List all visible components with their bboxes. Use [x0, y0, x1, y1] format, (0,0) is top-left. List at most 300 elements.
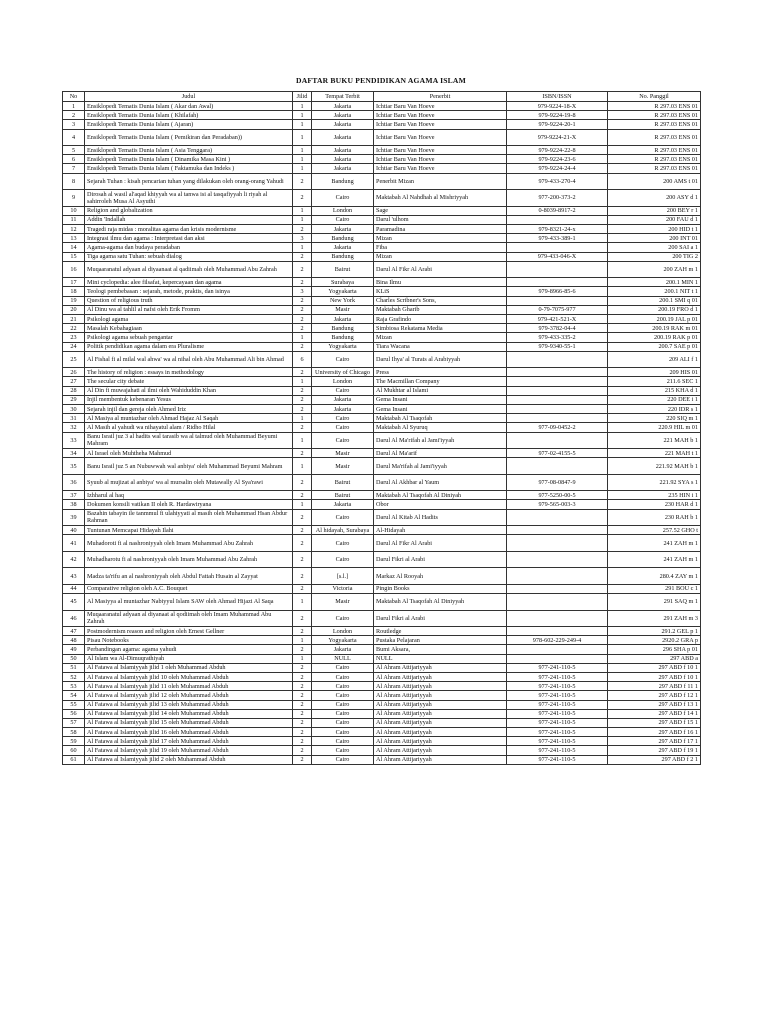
- cell-penerbit: Al Ahram Attijariyyah: [374, 691, 507, 700]
- cell-penerbit: Darul Al Ma'arif: [374, 449, 507, 458]
- cell-no: 54: [63, 691, 85, 700]
- cell-tempat-terbit: Yogyakarta: [312, 287, 374, 296]
- cell-tempat-terbit: University of Chicago: [312, 368, 374, 377]
- table-row: [63, 324, 701, 333]
- cell-no: 25: [63, 351, 85, 368]
- cell-tempat-terbit: New York: [312, 296, 374, 305]
- cell-jilid: 2: [293, 395, 312, 404]
- cell-isbn: [507, 414, 608, 423]
- cell-judul: Comparative religion oleh A.C. Bouquet: [85, 584, 293, 593]
- cell-judul: Tuntunan Memcapai Hidayah Ilahi: [85, 526, 293, 535]
- cell-jilid: 2: [293, 584, 312, 593]
- table-row: [63, 551, 701, 568]
- cell-penerbit: Al Ahram Attijariyyah: [374, 663, 507, 672]
- cell-no-panggil: 221 MAH t 1: [608, 449, 701, 458]
- cell-judul: Dokumen konsili vatikan II oleh R. Hardawiryana: [85, 500, 293, 509]
- cell-penerbit: Darul Fikri al Arabi: [374, 610, 507, 627]
- cell-jilid: 3: [293, 287, 312, 296]
- cell-penerbit: Maktabah Al Syuruq: [374, 423, 507, 432]
- cell-jilid: 1: [293, 111, 312, 120]
- table-row: [63, 261, 701, 278]
- cell-penerbit: Maktabah Gharib: [374, 305, 507, 314]
- cell-jilid: 2: [293, 509, 312, 526]
- cell-jilid: 2: [293, 405, 312, 414]
- cell-judul: Masalah Kebahagiaan: [85, 324, 293, 333]
- cell-isbn: [507, 278, 608, 287]
- table-row: [63, 206, 701, 215]
- cell-judul: Al Fatawa al Islamiyyah jilid 10 oleh Muhammad Abduh: [85, 672, 293, 681]
- table-row: [63, 305, 701, 314]
- cell-jilid: 1: [293, 243, 312, 252]
- cell-isbn: 979-565-003-3: [507, 500, 608, 509]
- cell-judul: Question of religious truth: [85, 296, 293, 305]
- cell-penerbit: The Macmillan Company: [374, 377, 507, 386]
- cell-judul: Addin 'Indallah: [85, 215, 293, 224]
- table-row: [63, 737, 701, 746]
- cell-jilid: 1: [293, 594, 312, 611]
- cell-penerbit: Al Ahram Attijariyyah: [374, 709, 507, 718]
- cell-jilid: 2: [293, 535, 312, 552]
- cell-isbn: 979-9224-22-8: [507, 146, 608, 155]
- cell-no-panggil: 200 INT 01: [608, 234, 701, 243]
- cell-jilid: 2: [293, 474, 312, 491]
- cell-tempat-terbit: Yogyakarta: [312, 636, 374, 645]
- cell-penerbit: Bumi Aksara,: [374, 645, 507, 654]
- cell-judul: Muqaaranatul adyaan al diyanaat al qodiimah oleh Imam Muhammad Abu Zahrah: [85, 610, 293, 627]
- cell-jilid: 1: [293, 333, 312, 342]
- table-row: [63, 120, 701, 129]
- table-row: [63, 746, 701, 755]
- cell-judul: Al Din fi muwajahati al ilmi oleh Wahiduddin Khan: [85, 386, 293, 395]
- table-row: [63, 663, 701, 672]
- cell-judul: Al Fatawa al Islamiyyah jilid 11 oleh Muhammad Abduh: [85, 682, 293, 691]
- cell-jilid: 2: [293, 190, 312, 207]
- cell-tempat-terbit: Jakarta: [312, 102, 374, 111]
- cell-isbn: [507, 458, 608, 475]
- cell-tempat-terbit: Jakarta: [312, 225, 374, 234]
- cell-isbn: 977-08-0847-9: [507, 474, 608, 491]
- cell-jilid: 2: [293, 342, 312, 351]
- cell-no: 11: [63, 215, 85, 224]
- cell-jilid: 2: [293, 324, 312, 333]
- cell-isbn: [507, 535, 608, 552]
- cell-no: 61: [63, 755, 85, 764]
- cell-jilid: 1: [293, 377, 312, 386]
- cell-no-panggil: 221.92 MAH b 1: [608, 458, 701, 475]
- table-row: [63, 682, 701, 691]
- table-row: [63, 377, 701, 386]
- cell-penerbit: Obor: [374, 500, 507, 509]
- cell-tempat-terbit: Jakarta: [312, 111, 374, 120]
- cell-isbn: 979-421-521-X: [507, 315, 608, 324]
- cell-jilid: 2: [293, 305, 312, 314]
- cell-no-panggil: 200.19 FRO d 1: [608, 305, 701, 314]
- cell-judul: Al Fatawa al Islamiyyah jilid 13 oleh Muhammad Abduh: [85, 700, 293, 709]
- cell-no: 40: [63, 526, 85, 535]
- cell-isbn: [507, 627, 608, 636]
- cell-no: 19: [63, 296, 85, 305]
- table-row: [63, 414, 701, 423]
- cell-tempat-terbit: Bandung: [312, 173, 374, 190]
- cell-penerbit: NULL: [374, 654, 507, 663]
- cell-jilid: 2: [293, 368, 312, 377]
- cell-no: 6: [63, 155, 85, 164]
- cell-no-panggil: R 297.03 ENS 01: [608, 120, 701, 129]
- cell-no-panggil: R 297.03 ENS 01: [608, 146, 701, 155]
- cell-judul: Al Fatawa al Islamiyyah jilid 17 oleh Muhammad Abduh: [85, 737, 293, 746]
- table-row: [63, 700, 701, 709]
- cell-penerbit: Bina Ilmu: [374, 278, 507, 287]
- cell-isbn: [507, 594, 608, 611]
- cell-judul: Al Fatawa al Islamiyyah jilid 16 oleh Muhammad Abduh: [85, 728, 293, 737]
- cell-no-panggil: 200.19 RAK m 01: [608, 324, 701, 333]
- table-row: [63, 215, 701, 224]
- cell-jilid: 2: [293, 225, 312, 234]
- cell-isbn: 977-241-110-5: [507, 709, 608, 718]
- cell-no-panggil: 280.4 ZAY m 1: [608, 568, 701, 585]
- cell-tempat-terbit: Jakarta: [312, 164, 374, 173]
- cell-jilid: 2: [293, 627, 312, 636]
- table-row: [63, 584, 701, 593]
- cell-penerbit: KLiS: [374, 287, 507, 296]
- cell-isbn: 977-241-110-5: [507, 700, 608, 709]
- cell-tempat-terbit: Jakarta: [312, 243, 374, 252]
- table-row: [63, 728, 701, 737]
- column-header-isbn: ISBN/ISSN: [507, 92, 608, 102]
- cell-no-panggil: 297 ABD f 11 1: [608, 682, 701, 691]
- cell-no: 12: [63, 225, 85, 234]
- cell-tempat-terbit: Masir: [312, 449, 374, 458]
- table-row: [63, 672, 701, 681]
- cell-no: 45: [63, 594, 85, 611]
- cell-penerbit: Paramadina: [374, 225, 507, 234]
- cell-no-panggil: 297 ABD f 13 1: [608, 700, 701, 709]
- cell-jilid: 2: [293, 449, 312, 458]
- table-row: [63, 252, 701, 261]
- cell-no-panggil: 211.6 SEC 1: [608, 377, 701, 386]
- cell-penerbit: Markaz Al Rooyah: [374, 568, 507, 585]
- cell-penerbit: Press: [374, 368, 507, 377]
- cell-jilid: 1: [293, 129, 312, 146]
- table-row: [63, 296, 701, 305]
- cell-no: 13: [63, 234, 85, 243]
- cell-tempat-terbit: NULL: [312, 654, 374, 663]
- cell-isbn: 979-8966-85-6: [507, 287, 608, 296]
- cell-isbn: [507, 654, 608, 663]
- cell-no-panggil: 297 ABD f 15 1: [608, 718, 701, 727]
- cell-isbn: 977-5250-00-5: [507, 491, 608, 500]
- cell-tempat-terbit: London: [312, 627, 374, 636]
- cell-penerbit: Al Ahram Attijariyyah: [374, 718, 507, 727]
- cell-no-panggil: 200.19 JAL p 01: [608, 315, 701, 324]
- cell-isbn: [507, 584, 608, 593]
- cell-jilid: 2: [293, 672, 312, 681]
- cell-judul: Al Dinu wa al tahlil al nafsi oleh Erik Fromm: [85, 305, 293, 314]
- cell-no: 8: [63, 173, 85, 190]
- cell-penerbit: Pustaka Pelajaran: [374, 636, 507, 645]
- table-row: [63, 129, 701, 146]
- cell-isbn: [507, 509, 608, 526]
- cell-jilid: 6: [293, 351, 312, 368]
- cell-tempat-terbit: Masir: [312, 594, 374, 611]
- cell-no: 46: [63, 610, 85, 627]
- table-row: [63, 645, 701, 654]
- cell-isbn: 979-433-046-X: [507, 252, 608, 261]
- cell-penerbit: Darul Al Akhbar al Yaum: [374, 474, 507, 491]
- cell-jilid: 2: [293, 610, 312, 627]
- cell-judul: Religion and globalization: [85, 206, 293, 215]
- cell-judul: Ensiklopedi Tematis Dunia Islam ( Asia Tenggara): [85, 146, 293, 155]
- cell-jilid: 2: [293, 423, 312, 432]
- cell-judul: Al Fatawa al Islamiyyah jilid 15 oleh Muhammad Abduh: [85, 718, 293, 727]
- cell-no-panggil: 291 SAQ m 1: [608, 594, 701, 611]
- cell-jilid: 2: [293, 645, 312, 654]
- cell-jilid: 2: [293, 746, 312, 755]
- cell-no: 3: [63, 120, 85, 129]
- cell-no-panggil: 220 SIQ m 1: [608, 414, 701, 423]
- cell-penerbit: Al Ahram Attijariyyah: [374, 755, 507, 764]
- cell-no: 59: [63, 737, 85, 746]
- cell-judul: The secular city debate: [85, 377, 293, 386]
- cell-judul: Al Masiya al muntazhar oleh Ahmad Hajaz Al Saqah: [85, 414, 293, 423]
- cell-no: 60: [63, 746, 85, 755]
- cell-no: 1: [63, 102, 85, 111]
- cell-isbn: 977-241-110-5: [507, 737, 608, 746]
- cell-tempat-terbit: Yogyakarta: [312, 342, 374, 351]
- cell-isbn: 979-3782-04-4: [507, 324, 608, 333]
- cell-tempat-terbit: Cairo: [312, 535, 374, 552]
- cell-jilid: 2: [293, 526, 312, 535]
- cell-jilid: 1: [293, 654, 312, 663]
- cell-judul: Psikologi agama sebuah pengantar: [85, 333, 293, 342]
- cell-no-panggil: 241 ZAH m 1: [608, 535, 701, 552]
- cell-penerbit: Darul Al Kitab Al Hadits: [374, 509, 507, 526]
- cell-isbn: [507, 395, 608, 404]
- cell-isbn: 977-241-110-5: [507, 755, 608, 764]
- cell-penerbit: Al Ahram Attijariyyah: [374, 737, 507, 746]
- cell-tempat-terbit: Bairut: [312, 261, 374, 278]
- cell-judul: Al Masiyya al muntazhar Nabiyyul Islam SAW oleh Ahmad Hijazi Al Saqa: [85, 594, 293, 611]
- cell-tempat-terbit: London: [312, 377, 374, 386]
- table-row: [63, 405, 701, 414]
- cell-no-panggil: R 297.03 ENS 01: [608, 111, 701, 120]
- cell-tempat-terbit: Masir: [312, 305, 374, 314]
- cell-judul: Ensiklopedi Tematis Dunia Islam ( Khilafah): [85, 111, 293, 120]
- cell-no: 53: [63, 682, 85, 691]
- cell-jilid: 2: [293, 728, 312, 737]
- table-row: [63, 449, 701, 458]
- cell-isbn: 977-241-110-5: [507, 663, 608, 672]
- cell-no-panggil: 297 ABD f 10 1: [608, 663, 701, 672]
- cell-penerbit: Al Ahram Attijariyyah: [374, 746, 507, 755]
- cell-no: 39: [63, 509, 85, 526]
- cell-tempat-terbit: Al hidayah, Surabaya: [312, 526, 374, 535]
- table-row: [63, 351, 701, 368]
- cell-jilid: 1: [293, 120, 312, 129]
- cell-no-panggil: 230 RAH b 1: [608, 509, 701, 526]
- cell-no: 57: [63, 718, 85, 727]
- cell-tempat-terbit: Cairo: [312, 610, 374, 627]
- cell-no-panggil: 291 ZAH m 3: [608, 610, 701, 627]
- cell-isbn: 979-9224-24-4: [507, 164, 608, 173]
- cell-judul: Perbandingan agama: agama yahudi: [85, 645, 293, 654]
- table-row: [63, 474, 701, 491]
- cell-judul: Injil membentuk kebenaran Yesus: [85, 395, 293, 404]
- cell-judul: Al Masih al yahudi wa nihayatul alam / Ridho Hilal: [85, 423, 293, 432]
- table-row: [63, 102, 701, 111]
- cell-no-panggil: 221.92 SYA s 1: [608, 474, 701, 491]
- cell-no-panggil: 297 ABD f 16 1: [608, 728, 701, 737]
- cell-no: 48: [63, 636, 85, 645]
- table-row: [63, 234, 701, 243]
- cell-penerbit: Routledge: [374, 627, 507, 636]
- cell-judul: Sejarah Tuhan : kisah pencarian tuhan yang dilakukan oleh orang-orang Yahudi: [85, 173, 293, 190]
- cell-isbn: 979-8321-24-x: [507, 225, 608, 234]
- cell-tempat-terbit: Cairo: [312, 215, 374, 224]
- cell-judul: Postmodernism reason and religion oleh Ernest Gellner: [85, 627, 293, 636]
- cell-isbn: [507, 351, 608, 368]
- table-row: [63, 173, 701, 190]
- cell-penerbit: Sage: [374, 206, 507, 215]
- table-row: [63, 491, 701, 500]
- cell-isbn: [507, 243, 608, 252]
- cell-no: 21: [63, 315, 85, 324]
- cell-no-panggil: 297 ABD f 10 1: [608, 672, 701, 681]
- cell-judul: Ensiklopedi Tematis Dunia Islam ( Faktamuka dan Indeks ): [85, 164, 293, 173]
- table-row: [63, 243, 701, 252]
- cell-jilid: 1: [293, 164, 312, 173]
- cell-no: 51: [63, 663, 85, 672]
- cell-penerbit: Ichtiar Baru Van Hoeve: [374, 155, 507, 164]
- cell-no: 37: [63, 491, 85, 500]
- cell-no-panggil: 291 BOU c 1: [608, 584, 701, 593]
- cell-penerbit: Mizan: [374, 234, 507, 243]
- cell-penerbit: Ichtiar Baru Van Hoeve: [374, 146, 507, 155]
- cell-tempat-terbit: Bandung: [312, 252, 374, 261]
- cell-judul: Psikologi agama: [85, 315, 293, 324]
- cell-no-panggil: 296 SHA p 01: [608, 645, 701, 654]
- cell-no: 55: [63, 700, 85, 709]
- cell-judul: Al Israel oleh Muhtheha Mahmud: [85, 449, 293, 458]
- cell-no: 38: [63, 500, 85, 509]
- cell-no: 32: [63, 423, 85, 432]
- cell-isbn: 977-241-110-5: [507, 691, 608, 700]
- cell-penerbit: Tiara Wacana: [374, 342, 507, 351]
- cell-tempat-terbit: Cairo: [312, 414, 374, 423]
- cell-isbn: 978-602-229-249-4: [507, 636, 608, 645]
- cell-no-panggil: 200.1 MIN 1: [608, 278, 701, 287]
- cell-jilid: 2: [293, 173, 312, 190]
- cell-no: 9: [63, 190, 85, 207]
- cell-judul: Madza ta'rifu an al nashroniyyah oleh Abdul Fattah Husain al Zayyat: [85, 568, 293, 585]
- table-row: [63, 342, 701, 351]
- cell-penerbit: Al Ahram Attijariyyah: [374, 682, 507, 691]
- cell-no-panggil: 220 DEE i 1: [608, 395, 701, 404]
- cell-isbn: 979-9224-19-8: [507, 111, 608, 120]
- cell-tempat-terbit: Bandung: [312, 333, 374, 342]
- cell-judul: Al Fatawa al Islamiyyah jilid 19 oleh Muhammad Abduh: [85, 746, 293, 755]
- table-row: [63, 610, 701, 627]
- cell-no-panggil: 215 KHA d 1: [608, 386, 701, 395]
- cell-jilid: 2: [293, 700, 312, 709]
- cell-jilid: 1: [293, 500, 312, 509]
- cell-isbn: [507, 261, 608, 278]
- cell-no: 50: [63, 654, 85, 663]
- cell-no-panggil: 291.2 GEL p 1: [608, 627, 701, 636]
- column-header-tempat-terbit: Tempat Terbit: [312, 92, 374, 102]
- cell-no-panggil: 200 HID t 1: [608, 225, 701, 234]
- cell-tempat-terbit: Jakarta: [312, 645, 374, 654]
- cell-no-panggil: 297 ABD a: [608, 654, 701, 663]
- cell-tempat-terbit: Cairo: [312, 737, 374, 746]
- cell-no: 30: [63, 405, 85, 414]
- cell-no-panggil: 2920.2 GRA p: [608, 636, 701, 645]
- cell-tempat-terbit: Cairo: [312, 386, 374, 395]
- cell-no: 5: [63, 146, 85, 155]
- cell-jilid: 2: [293, 261, 312, 278]
- column-header-no-panggil: No. Panggil: [608, 92, 701, 102]
- cell-no: 31: [63, 414, 85, 423]
- document-title: DAFTAR BUKU PENDIDIKAN AGAMA ISLAM: [296, 76, 466, 85]
- cell-isbn: 977-241-110-5: [507, 718, 608, 727]
- cell-jilid: 1: [293, 458, 312, 475]
- cell-no: 16: [63, 261, 85, 278]
- table-row: [63, 627, 701, 636]
- cell-jilid: 1: [293, 636, 312, 645]
- cell-isbn: [507, 368, 608, 377]
- cell-no-panggil: 220 IDR s 1: [608, 405, 701, 414]
- cell-tempat-terbit: Jakarta: [312, 129, 374, 146]
- cell-no: 26: [63, 368, 85, 377]
- cell-isbn: 977-02-4155-5: [507, 449, 608, 458]
- cell-penerbit: Darul Fikri al Arabi: [374, 551, 507, 568]
- cell-isbn: 977-241-110-5: [507, 728, 608, 737]
- cell-jilid: 2: [293, 709, 312, 718]
- cell-judul: Teologi pembebasan : sejarah, metode, praktis, dan isinya: [85, 287, 293, 296]
- table-row: [63, 526, 701, 535]
- cell-judul: Al Fishal fi al milal wal ahwa' wa al nihal oleh Abu Muhammad Ali bin Ahmad: [85, 351, 293, 368]
- cell-isbn: 979-9224-23-6: [507, 155, 608, 164]
- table-row: [63, 368, 701, 377]
- cell-tempat-terbit: Jakarta: [312, 315, 374, 324]
- table-row: [63, 287, 701, 296]
- cell-no: 34: [63, 449, 85, 458]
- cell-no-panggil: 297 ABD f 12 1: [608, 691, 701, 700]
- cell-jilid: 1: [293, 215, 312, 224]
- table-row: [63, 755, 701, 764]
- cell-tempat-terbit: [s.l.]: [312, 568, 374, 585]
- cell-penerbit: Simbiosa Rekatama Media: [374, 324, 507, 333]
- cell-tempat-terbit: London: [312, 206, 374, 215]
- cell-penerbit: Mizan: [374, 333, 507, 342]
- cell-judul: Banu Israil juz 5 an Nubuwwah wal anbiya' oleh Muhammad Beyumi Mahram: [85, 458, 293, 475]
- cell-no-panggil: 241 ZAH m 1: [608, 551, 701, 568]
- cell-jilid: 2: [293, 491, 312, 500]
- column-header-penerbit: Penerbit: [374, 92, 507, 102]
- cell-no-panggil: 297 ABD f 19 1: [608, 746, 701, 755]
- cell-penerbit: Al-Hidayah: [374, 526, 507, 535]
- table-row: [63, 164, 701, 173]
- cell-jilid: 1: [293, 155, 312, 164]
- cell-judul: Dirosah al wasil al'aqad khiyyah wa al tanwa isi al tasqafiyyah li riyah al sahirroleh Musa Al Asyuthi: [85, 190, 293, 207]
- cell-no-panggil: 200 ASY d 1: [608, 190, 701, 207]
- cell-jilid: 1: [293, 414, 312, 423]
- column-header-jilid: Jilid: [293, 92, 312, 102]
- cell-jilid: 1: [293, 432, 312, 449]
- cell-penerbit: Darul 'ulhom: [374, 215, 507, 224]
- cell-no-panggil: R 297.03 ENS 01: [608, 164, 701, 173]
- cell-penerbit: Al Mukhtar al Islami: [374, 386, 507, 395]
